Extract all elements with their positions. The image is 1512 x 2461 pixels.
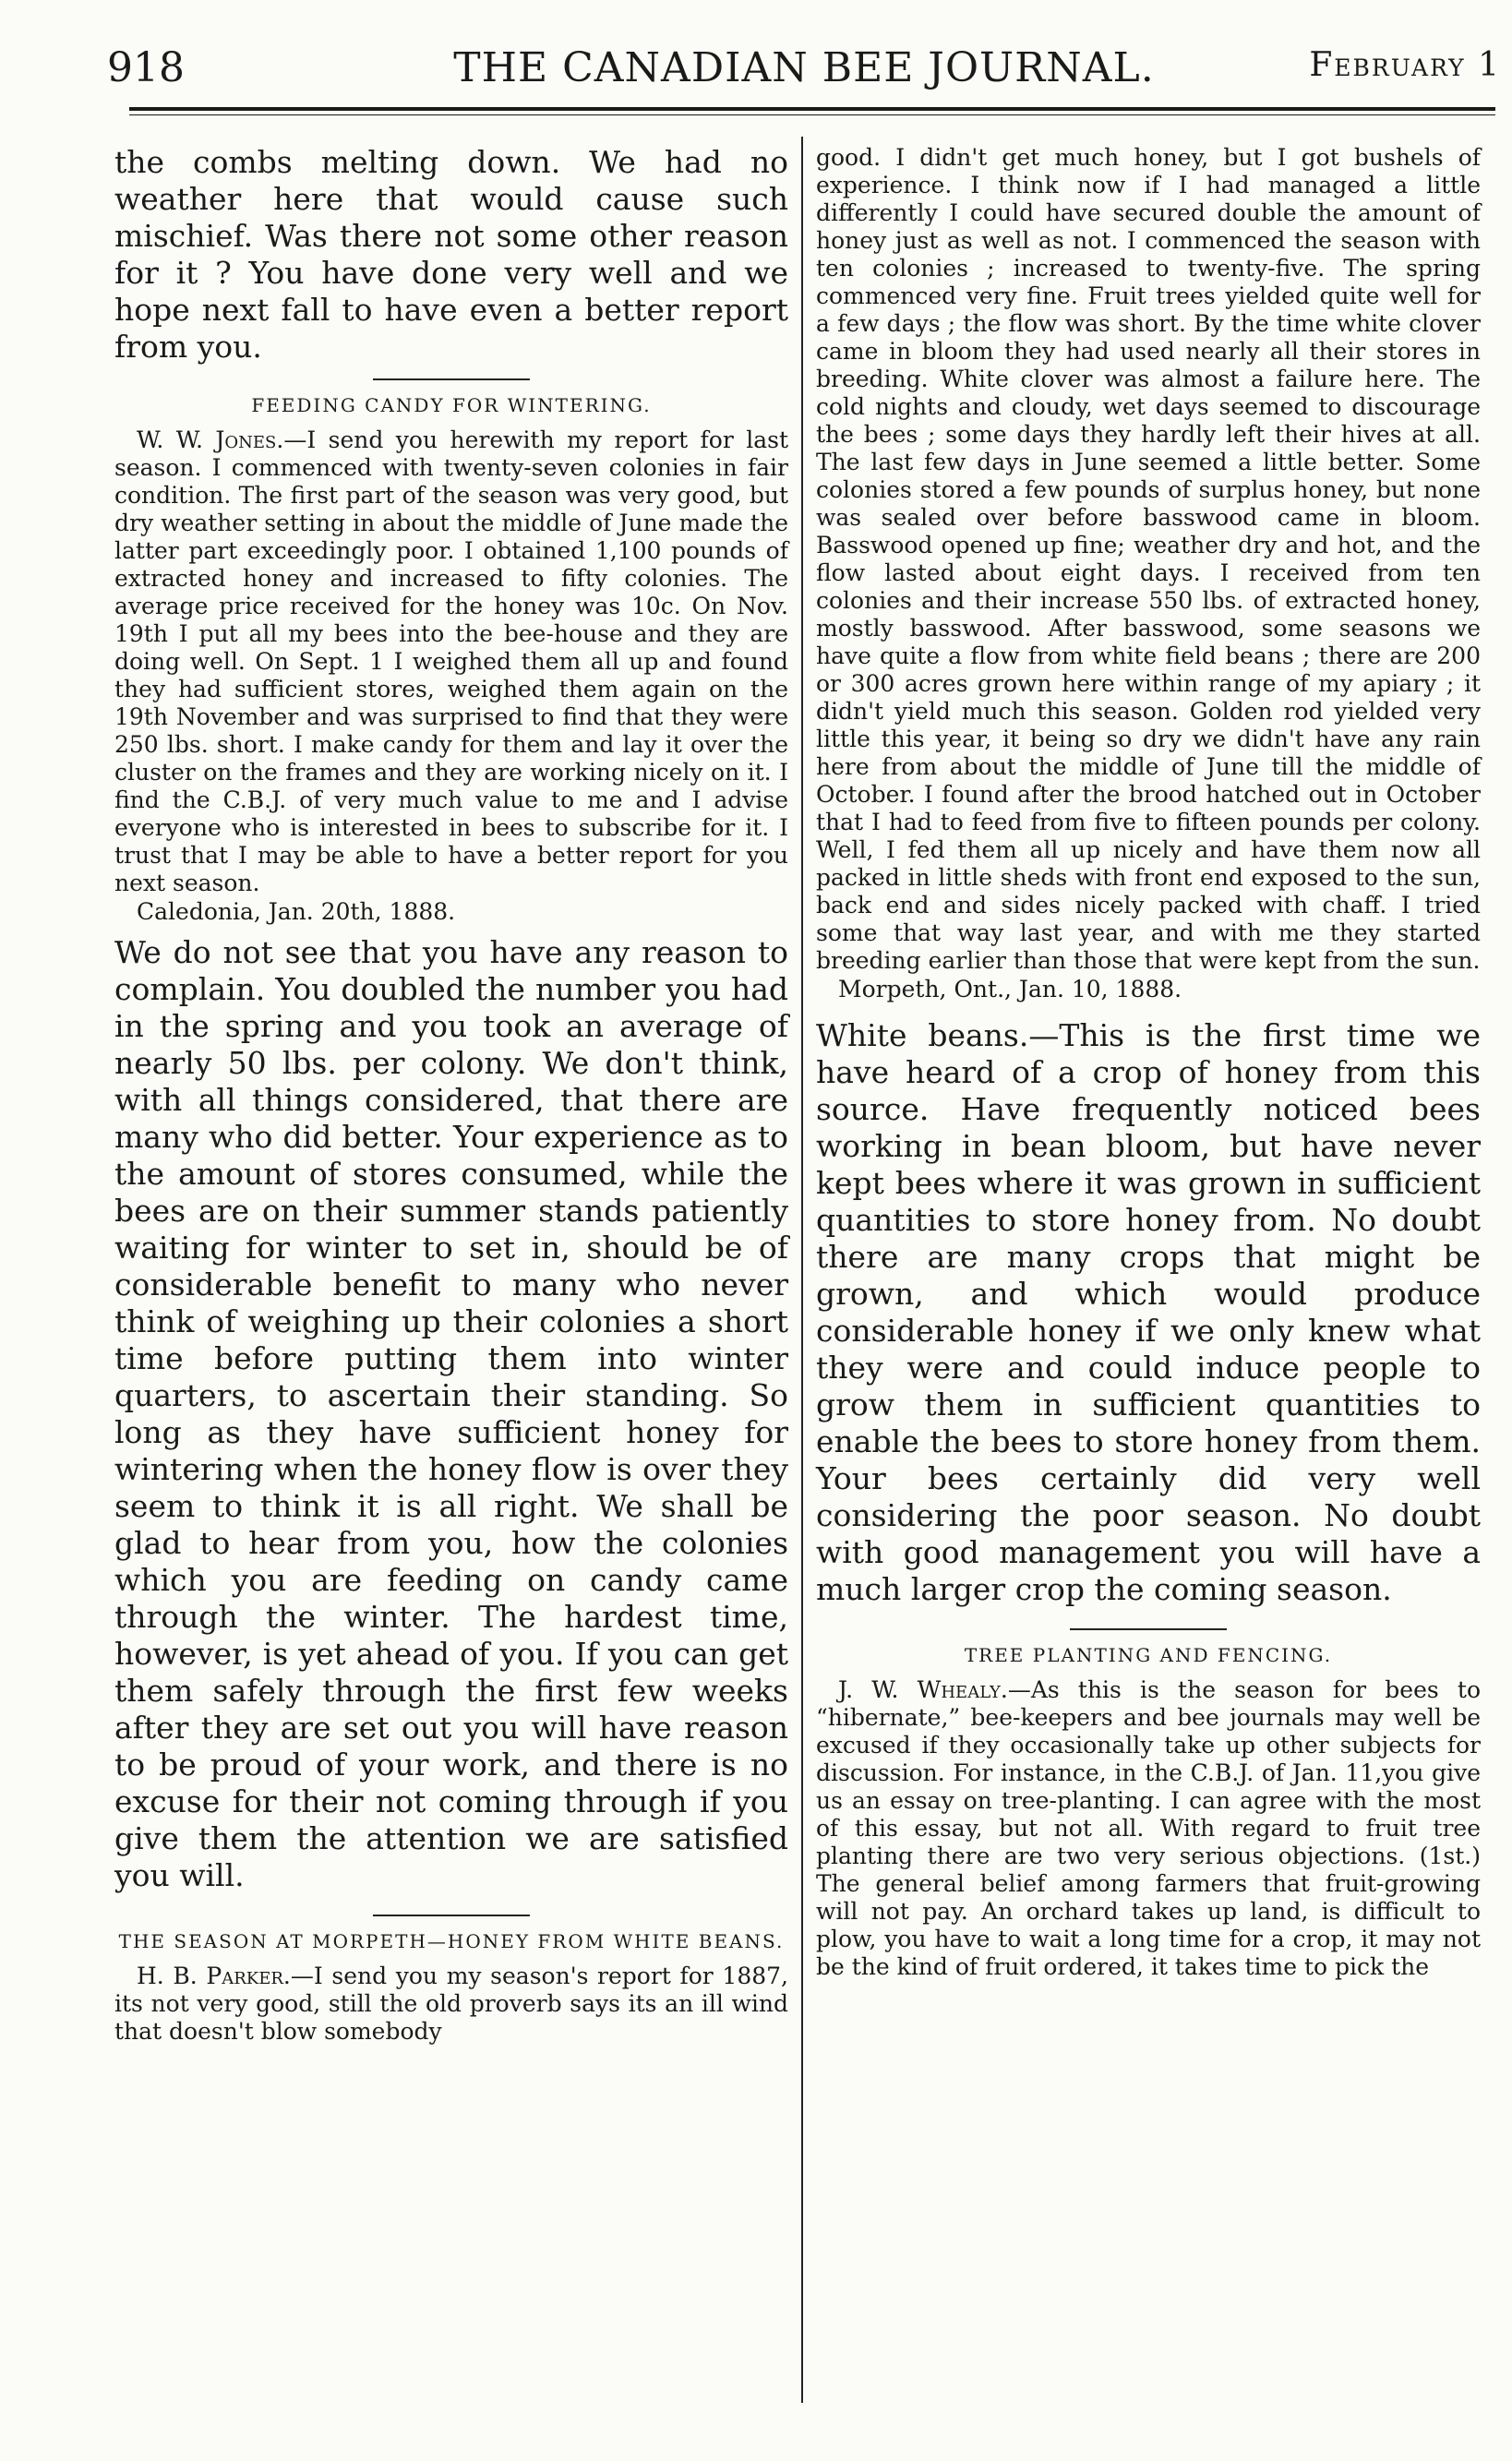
letter-author: W. W. Jones.: [137, 426, 284, 453]
page-header: [107, 44, 1501, 100]
header-rule: [129, 107, 1495, 111]
letter-body: —I send you my season's report for 1887, its not very good, still the old proverb says its an ill wind that doesn't blow somebody: [114, 1963, 788, 2045]
page-number: 918: [107, 44, 185, 91]
journal-title: THE CANADIAN BEE JOURNAL.: [453, 44, 1155, 91]
letter-signoff: Morpeth, Ont., Jan. 10, 1888.: [838, 976, 1182, 1002]
letter-body: —I send you herewith my report for last season. I commenced with twenty-seven colonies in fair condition. The first part of the season was very good, but dry weather setting in about the middle of June made the latter part exceedingly poor. I obtained 1,100 pounds of extracted honey and increased to fifty colonies. The average price received for the honey was 10c. On Nov. 19th I put all my bees into the bee-house and they are doing well. On Sept. 1 I weighed them all up and found they had sufficient stores, weighed them again on the 19th November and was surprised to find that they were 250 lbs. short. I make candy for them and lay it over the cluster on the frames and they are working nicely on it. I find the C.B.J. of very much value to me and I advise everyone who is interested in bees to subscribe for it. I trust that I may be able to have a better report for you next season.: [114, 426, 788, 896]
letter-feeding-candy: [114, 426, 788, 897]
section-rule: [373, 1915, 530, 1916]
editorial-reply-white-beans: White beans.—This is the first time we have heard of a crop of honey from this source. Have frequently noticed bees working in bean bloom, but have never kept bees where it was grown in sufficient quantities to store honey from. No doubt there are many crops that might be grown, and which would produce considerable honey if we only knew what they were and could induce people to grow them in sufficient quantities to enable the bees to store honey from them. Your bees certainly did very well considering the poor season. No doubt with good management you will have a much larger crop the coming season.: [816, 1017, 1481, 1607]
letter-morpeth-continued: good. I didn't get much honey, but I got bushels of experience. I think now if I had managed a little differently I could have secured double the amount of honey just as well as not. I commenced the season with ten colonies ; increased to twenty-five. The spring commenced very fine. Fruit trees yielded quite well for a few days ; the flow was short. By the time white clover came in bloom they had used nearly all their stores in breeding. White clover was almost a failure here. The cold nights and cloudy, wet days seemed to discourage the bees ; some days they hardly left their hives at all. The last few days in June seemed a little better. Some colonies stored a few pounds of surplus honey, but none was sealed over before basswood came in bloom. Basswood opened up fine; weather dry and hot, and the flow lasted about eight days. I received from ten colonies and their increase 550 lbs. of extracted honey, mostly basswood. After basswood, some seasons we have quite a flow from white field beans ; there are 200 or 300 acres grown here within range of my apiary ; it didn't yield much this season. Golden rod yielded very little this year, it being so dry we didn't have any rain here from about the middle of June till the middle of October. I found after the brood hatched out in October that I had to feed from five to fifteen pounds per colony. Well, I fed them all up nicely and have them now all packed in little sheds with front end exposed to the sun, back end and sides nicely packed with chaff. I tried some that way last year, and with me they started breeding earlier than those that were kept from the sun.: [816, 144, 1481, 974]
section-heading-morpeth: THE SEASON AT MORPETH—HONEY FROM WHITE BEANS.: [118, 1930, 785, 1952]
letter-tree-planting: [816, 1676, 1481, 1981]
section-rule: [373, 378, 530, 380]
section-rule: [1070, 1628, 1227, 1630]
section-heading-feeding-candy: FEEDING CANDY FOR WINTERING.: [251, 394, 652, 416]
issue-date: February 1: [1309, 46, 1501, 84]
letter-body: —As this is the season for bees to “hibernate,” bee-keepers and bee journals may well be excused if they occasionally take up other subjects for discussion. For instance, in the C.B.J. of Jan. 11,you give us an essay on tree-planting. I can agree with the most of this essay, but not all. With regard to fruit tree planting there are two very serious objections. (1st.) The general belief among farmers that fruit-growing will not pay. An orchard takes up land, is difficult to plow, you have to wait a long time for a crop, it may not be the kind of fruit ordered, it takes time to pick the: [816, 1676, 1481, 1980]
right-column: [816, 144, 1481, 1981]
header-rule-thin: [129, 114, 1495, 115]
section-heading-tree-planting: TREE PLANTING AND FENCING.: [964, 1644, 1333, 1666]
left-column: [114, 144, 788, 2046]
letter-signoff: Caledonia, Jan. 20th, 1888.: [137, 898, 456, 925]
editorial-reply-feeding-candy: We do not see that you have any reason to complain. You doubled the number you had in the spring and you took an average of nearly 50 lbs. per colony. We don't think, with all things considered, that there are many who did better. Your experience as to the amount of stores consumed, while the bees are on their summer stands patiently waiting for winter to set in, should be of considerable benefit to many who never think of weighing up their colonies a short time before putting them into winter quarters, to ascertain their standing. So long as they have sufficient honey for wintering when the honey flow is over they seem to think it is all right. We shall be glad to hear from you, how the colonies which you are feeding on candy came through the winter. The hardest time, however, is yet ahead of you. If you can get them safely through the first few weeks after they are set out you will have reason to be proud of your work, and there is no excuse for their not coming through if you give them the attention we are satisfied you will.: [114, 934, 788, 1893]
letter-author: J. W. Whealy.: [838, 1676, 1008, 1703]
column-divider: [801, 137, 803, 2403]
editorial-reply-combs: the combs melting down. We had no weather here that would cause such mischief. Was there not some other reason for it ? You have done very well and we hope next fall to have even a better report from you.: [114, 144, 788, 365]
letter-author: H. B. Parker.: [137, 1963, 291, 1989]
letter-morpeth-start: [114, 1963, 788, 2046]
